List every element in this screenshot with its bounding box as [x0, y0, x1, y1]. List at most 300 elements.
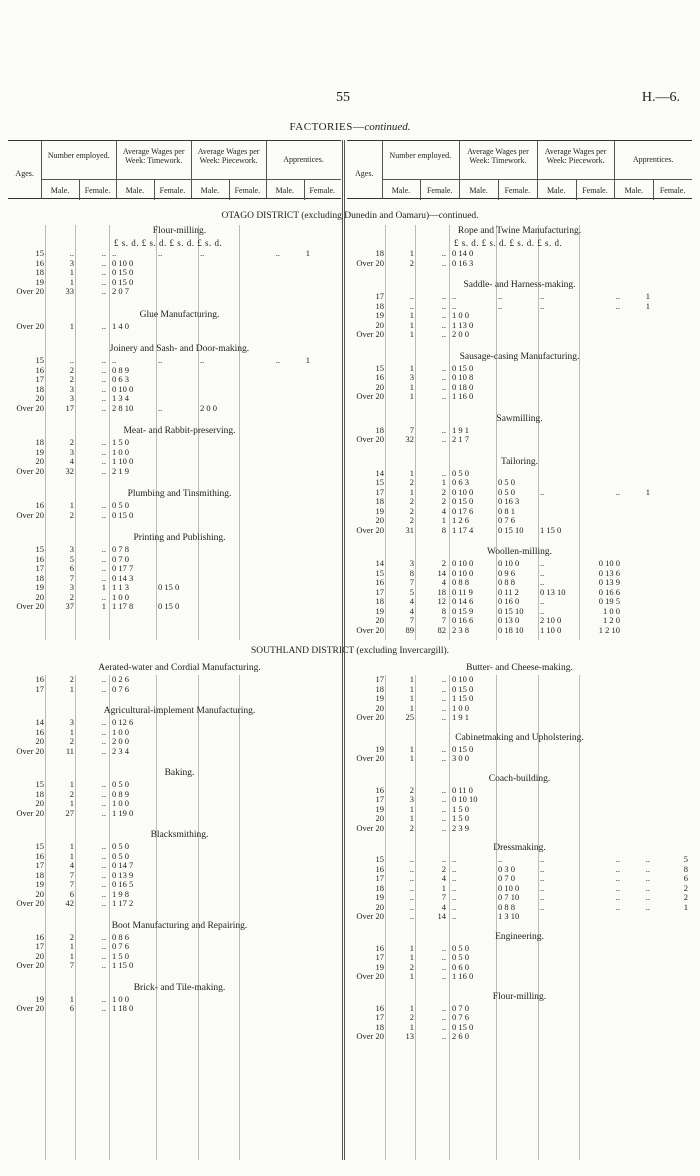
cell-age: Over 20	[356, 822, 384, 833]
cell-tm: ..	[452, 854, 457, 864]
section	[8, 343, 351, 413]
cell-tm: 0 7 0	[452, 1002, 469, 1013]
cell-age: 20	[35, 798, 44, 808]
column-rule	[109, 675, 110, 1160]
table-row	[348, 953, 691, 963]
cell-tm: 1 5 0	[112, 950, 129, 961]
header-male: Male.	[275, 186, 294, 195]
header-cell: Apprentices.	[632, 155, 674, 164]
cell-age: 15	[375, 477, 384, 487]
cell-age: Over 20	[16, 320, 44, 331]
table-row	[8, 583, 351, 593]
cell-f: ..	[101, 726, 106, 737]
title-continued: continued.	[364, 121, 411, 133]
cell-tm: ..	[452, 882, 457, 893]
cell-m: ..	[409, 901, 414, 912]
page-title	[0, 121, 700, 133]
table-row	[8, 564, 351, 574]
cell-tm: 1 9 8	[112, 888, 129, 899]
cell-age: 18	[375, 882, 384, 893]
column-rule	[538, 675, 539, 1160]
cell-tm: 0 10 0	[452, 486, 474, 497]
cell-m: 2	[409, 822, 414, 833]
column-rule	[496, 225, 497, 640]
cell-age: 17	[35, 683, 44, 694]
column-rule	[449, 675, 450, 1160]
section-title: Flour-milling.	[492, 991, 547, 1002]
cell-age: 17	[375, 586, 384, 597]
section	[348, 456, 691, 536]
cell-tm: 0 12 6	[112, 717, 134, 727]
cell-tf: 0 10 0	[498, 882, 520, 893]
header-cell: Ages.	[355, 169, 374, 178]
column-rule	[45, 675, 46, 1160]
header-male: Male.	[546, 186, 566, 195]
cell-tm: 2 1 7	[452, 434, 469, 444]
cell-m: 1	[409, 674, 414, 684]
cell-age: 16	[35, 674, 44, 684]
table-row	[8, 448, 351, 458]
cell-f: ..	[441, 329, 446, 339]
header-cell: Average Wages per Week: Piecework.	[197, 147, 260, 165]
cell-tf: ..	[498, 300, 503, 311]
cell-age: 16	[35, 257, 44, 268]
cell-m: 7	[409, 424, 414, 435]
cell-pf: ..	[615, 291, 620, 301]
header-male: Male.	[200, 186, 220, 195]
cell-pm: ..	[540, 486, 545, 497]
cell-tm: 2 3 8	[452, 624, 469, 635]
cell-pf: ..	[275, 355, 280, 365]
cell-age: 19	[375, 743, 384, 754]
cell-age: Over 20	[356, 911, 384, 921]
section	[8, 309, 351, 332]
cell-tm: 2 1 9	[112, 465, 129, 476]
cell-tf: 0 18 10	[498, 624, 524, 635]
cell-pm: 2 0 0	[200, 402, 217, 413]
cell-tm: 0 15 0	[452, 1021, 474, 1032]
cell-tm: ..	[452, 291, 457, 301]
cell-f: ..	[101, 779, 106, 789]
table-row	[348, 704, 691, 714]
cell-tf: 0 11 2	[498, 586, 519, 597]
cell-age: 20	[375, 901, 384, 912]
cell-tm: 1 5 0	[112, 437, 129, 447]
table-row	[8, 259, 351, 269]
table-row	[8, 880, 351, 890]
cell-age: 20	[35, 456, 44, 466]
cell-tm: 0 8 9	[112, 788, 129, 799]
table-row	[8, 675, 351, 685]
cell-pf: ..	[615, 486, 620, 497]
header-female: Female.	[659, 186, 686, 195]
cell-tm: 0 15 0	[452, 496, 474, 506]
cell-f: 4	[441, 577, 446, 587]
cell-tm: 0 15 0	[452, 683, 474, 694]
cell-age: 15	[35, 355, 44, 365]
section-title: Dressmaking.	[493, 843, 546, 853]
cell-m: 2	[69, 674, 74, 684]
cell-age: 15	[35, 779, 44, 789]
cell-f: ..	[101, 745, 106, 756]
cell-pf: 1 0 0	[603, 605, 620, 616]
column-rule	[198, 675, 199, 1160]
table-row	[348, 805, 691, 815]
cell-m: 2	[409, 496, 414, 506]
cell-age: Over 20	[356, 971, 384, 981]
cell-age: 19	[375, 693, 384, 703]
cell-m: 1	[69, 841, 74, 851]
cell-tm: 0 11 0	[452, 784, 473, 795]
table-row	[348, 893, 691, 903]
cell-af: 6	[683, 873, 688, 883]
cell-f: 1	[441, 515, 446, 525]
cell-m: 1	[409, 248, 414, 258]
column-rule	[415, 675, 416, 1160]
header-subdivider	[41, 179, 341, 180]
cell-f: ..	[101, 456, 106, 466]
section	[8, 225, 351, 297]
cell-m: 6	[69, 888, 74, 899]
cell-tm: 1 5 0	[452, 813, 469, 823]
cell-age: Over 20	[356, 753, 384, 763]
cell-f: ..	[101, 248, 106, 258]
cell-pf: 0 10 0	[598, 558, 620, 568]
header-male: Male.	[50, 186, 70, 195]
section-title: Cabinetmaking and Upholstering.	[455, 732, 584, 743]
cell-m: 2	[69, 437, 74, 447]
header-cell: Number employed.	[389, 151, 452, 160]
cell-pf: 1 2 0	[603, 615, 620, 625]
table-row	[348, 912, 691, 922]
cell-f: ..	[101, 888, 106, 899]
cell-age: 17	[375, 674, 384, 684]
cell-tf: 0 15 0	[158, 582, 180, 592]
cell-pm: ..	[540, 873, 545, 883]
cell-m: 1	[409, 803, 414, 814]
cell-m: ..	[409, 863, 414, 874]
cell-m: 1	[409, 942, 414, 953]
cell-m: 33	[65, 286, 74, 296]
cell-m: ..	[409, 882, 414, 893]
cell-am: 1	[645, 486, 650, 497]
column-rule	[156, 225, 157, 640]
cell-f: ..	[101, 960, 106, 970]
cell-pf: ..	[615, 882, 620, 893]
cell-tm: 0 10 8	[452, 372, 474, 382]
cell-tm: 0 14 6	[452, 596, 474, 606]
cell-tm: 0 17 7	[112, 563, 134, 573]
cell-tm: 1 18 0	[112, 1003, 134, 1013]
cell-tm: 0 14 3	[112, 572, 134, 583]
cell-pm: ..	[540, 854, 545, 864]
cell-tf: 0 13 0	[498, 615, 520, 625]
cell-tf: 0 15 10	[498, 605, 524, 616]
cell-f: ..	[441, 712, 446, 722]
column-rule	[239, 675, 240, 1160]
table-row	[348, 855, 691, 865]
header-subdivider	[382, 179, 693, 180]
table-row	[348, 824, 691, 834]
cell-f: 7	[441, 615, 446, 625]
column-rule	[156, 675, 157, 1160]
cell-tf: 0 5 0	[498, 477, 515, 487]
cell-age: 19	[35, 993, 44, 1004]
cell-am: ..	[645, 863, 650, 874]
section	[348, 546, 691, 635]
currency-units: £ s. d. £ s. d. £ s. d. £ s. d.	[114, 238, 223, 248]
cell-f: ..	[101, 286, 106, 296]
cell-tm: 0 10 0	[452, 674, 474, 684]
cell-m: 3	[69, 582, 74, 592]
cell-f: ..	[441, 803, 446, 814]
cell-af: 1	[683, 901, 688, 912]
cell-pm: ..	[540, 863, 545, 874]
cell-age: 17	[35, 941, 44, 951]
column-rule	[415, 225, 416, 640]
cell-age: 17	[375, 794, 384, 804]
table-row	[348, 469, 691, 479]
section-title: Plumbing and Tinsmithing.	[127, 489, 232, 499]
cell-m: 7	[69, 869, 74, 880]
cell-tm: ..	[452, 911, 457, 921]
title-main: FACTORIES—	[289, 121, 365, 133]
cell-pf: ..	[615, 892, 620, 902]
cell-age: 19	[35, 276, 44, 287]
cell-f: ..	[101, 807, 106, 818]
cell-tm: 0 15 0	[112, 267, 134, 277]
cell-age: 16	[375, 1002, 384, 1013]
cell-m: 5	[69, 553, 74, 564]
section-title: Flour-milling.	[152, 226, 207, 236]
cell-m: 42	[65, 898, 74, 908]
table-row	[8, 861, 351, 871]
cell-pm: ..	[200, 248, 205, 258]
table-row	[8, 602, 351, 612]
section	[8, 425, 351, 476]
cell-age: 14	[375, 558, 384, 568]
cell-f: ..	[101, 393, 106, 403]
cell-tm: 1 17 2	[112, 898, 134, 908]
cell-pf: ..	[615, 901, 620, 912]
cell-age: 18	[375, 424, 384, 435]
cell-tm: ..	[452, 892, 457, 902]
cell-tf: 0 8 8	[498, 901, 515, 912]
cell-age: 16	[375, 863, 384, 874]
cell-f: 4	[441, 505, 446, 516]
cell-m: 1	[409, 702, 414, 713]
table-row	[8, 1004, 351, 1014]
cell-tm: 0 7 6	[112, 941, 129, 951]
cell-f: ..	[101, 1003, 106, 1013]
cell-f: 4	[441, 873, 446, 883]
cell-pm: ..	[540, 892, 545, 902]
cell-f: 1	[441, 882, 446, 893]
cell-age: 14	[35, 717, 44, 727]
section	[348, 662, 691, 723]
cell-f: ..	[441, 1021, 446, 1032]
cell-f: ..	[101, 544, 106, 554]
table-row	[8, 933, 351, 943]
table-row	[348, 972, 691, 982]
cell-tf: 0 16 3	[498, 496, 520, 506]
cell-m: 2	[409, 505, 414, 516]
cell-f: ..	[101, 437, 106, 447]
cell-pm: 1 10 0	[540, 624, 562, 635]
cell-m: 1	[409, 381, 414, 392]
cell-age: 18	[375, 248, 384, 258]
table-row	[8, 809, 351, 819]
cell-f: 8	[441, 605, 446, 616]
cell-pm: 2 10 0	[540, 615, 562, 625]
cell-tf: ..	[158, 402, 163, 413]
table-row	[348, 569, 691, 579]
cell-age: 18	[35, 572, 44, 583]
column-rule	[75, 675, 76, 1160]
cell-m: 4	[409, 605, 414, 616]
currency-units: £ s. d. £ s. d. £ s. d. £ s. d.	[454, 238, 563, 248]
table-row	[8, 685, 351, 695]
table-row	[8, 375, 351, 385]
cell-tf: 0 3 0	[498, 863, 515, 874]
section-title: Boot Manufacturing and Repairing.	[111, 920, 248, 931]
header-divider	[304, 179, 305, 200]
cell-age: 19	[375, 605, 384, 616]
cell-m: 1	[409, 391, 414, 401]
table-row	[8, 457, 351, 467]
cell-m: 2	[69, 736, 74, 746]
section	[8, 767, 351, 818]
cell-age: 15	[375, 567, 384, 578]
cell-age: 19	[35, 879, 44, 889]
cell-f: ..	[101, 591, 106, 602]
table-row	[8, 899, 351, 909]
cell-age: Over 20	[16, 286, 44, 296]
cell-m: 1	[409, 319, 414, 330]
cell-tm: 1 0 0	[452, 310, 469, 320]
cell-m: 3	[69, 383, 74, 394]
cell-tm: ..	[112, 248, 117, 258]
cell-tm: 1 0 0	[112, 591, 129, 602]
table-row	[348, 607, 691, 617]
cell-f: ..	[101, 355, 106, 365]
cell-m: 1	[69, 726, 74, 737]
cell-m: 1	[409, 1002, 414, 1013]
table-row	[348, 497, 691, 507]
table-row	[348, 392, 691, 402]
cell-age: 20	[35, 950, 44, 961]
cell-tf: 0 7 0	[498, 873, 515, 883]
cell-f: ..	[441, 683, 446, 694]
header-divider	[498, 179, 499, 200]
section-title: Brick- and Tile-making.	[133, 982, 226, 993]
header-female: Female.	[309, 186, 336, 195]
cell-tm: ..	[452, 873, 457, 883]
section-title: Saddle- and Harness-making.	[463, 280, 576, 290]
table-row	[8, 322, 351, 332]
cell-age: 15	[35, 544, 44, 554]
cell-tm: 1 15 0	[112, 960, 134, 970]
cell-f: ..	[101, 798, 106, 808]
cell-tf: 0 7 6	[498, 515, 515, 525]
cell-f: ..	[441, 381, 446, 392]
cell-f: ..	[441, 813, 446, 823]
header-male: Male.	[391, 186, 411, 195]
section-title: Joinery and Sash- and Door-making.	[109, 344, 250, 354]
cell-m: 27	[65, 807, 74, 818]
cell-age: 17	[375, 873, 384, 883]
cell-tm: 0 8 9	[112, 364, 129, 375]
cell-age: 20	[35, 736, 44, 746]
cell-f: ..	[441, 854, 446, 864]
cell-m: 1	[409, 743, 414, 754]
cell-tm: 0 17 6	[452, 505, 474, 516]
section	[348, 991, 691, 1042]
table-row	[8, 356, 351, 366]
table-row	[8, 394, 351, 404]
cell-f: ..	[101, 572, 106, 583]
cell-tm: 1 19 0	[112, 807, 134, 818]
cell-tm: 0 8 8	[452, 577, 469, 587]
cell-m: ..	[409, 873, 414, 883]
table-row	[8, 728, 351, 738]
section-title: Sausage-casing Manufacturing.	[459, 351, 580, 362]
section	[8, 532, 351, 612]
table-row	[348, 435, 691, 445]
cell-pm: ..	[540, 558, 545, 568]
header-divider	[79, 179, 80, 200]
cell-tm: 0 7 6	[112, 683, 129, 694]
table-header-right	[347, 140, 692, 199]
table-row	[8, 961, 351, 971]
cell-f: ..	[441, 257, 446, 268]
cell-tm: 0 5 0	[452, 467, 469, 478]
cell-f: ..	[441, 248, 446, 258]
cell-f: ..	[101, 736, 106, 746]
table-row	[348, 488, 691, 498]
cell-pf: ..	[615, 854, 620, 864]
column-rule	[538, 225, 539, 640]
cell-age: 20	[375, 381, 384, 392]
cell-f: ..	[101, 509, 106, 520]
cell-tm: 0 5 0	[112, 500, 129, 510]
cell-m: 1	[69, 276, 74, 287]
cell-age: 19	[375, 961, 384, 972]
cell-f: 1	[101, 582, 106, 592]
cell-tf: ..	[158, 248, 163, 258]
cell-f: ..	[441, 1002, 446, 1013]
cell-age: 16	[375, 372, 384, 382]
cell-pm: ..	[540, 882, 545, 893]
cell-age: 20	[375, 615, 384, 625]
cell-age: 18	[375, 496, 384, 506]
cell-f: ..	[101, 850, 106, 861]
cell-tm: 1 2 6	[452, 515, 469, 525]
section-title: Coach-building.	[488, 773, 551, 784]
cell-age: Over 20	[16, 898, 44, 908]
cell-m: 8	[409, 567, 414, 578]
cell-pm: ..	[540, 605, 545, 616]
cell-tm: 1 17 8	[112, 601, 134, 611]
table-row	[8, 842, 351, 852]
cell-m: 13	[405, 1031, 414, 1041]
cell-m: ..	[409, 892, 414, 902]
cell-pm: ..	[540, 901, 545, 912]
cell-age: 20	[375, 515, 384, 525]
cell-f: ..	[101, 788, 106, 799]
cell-m: 1	[409, 362, 414, 373]
cell-m: ..	[409, 300, 414, 311]
